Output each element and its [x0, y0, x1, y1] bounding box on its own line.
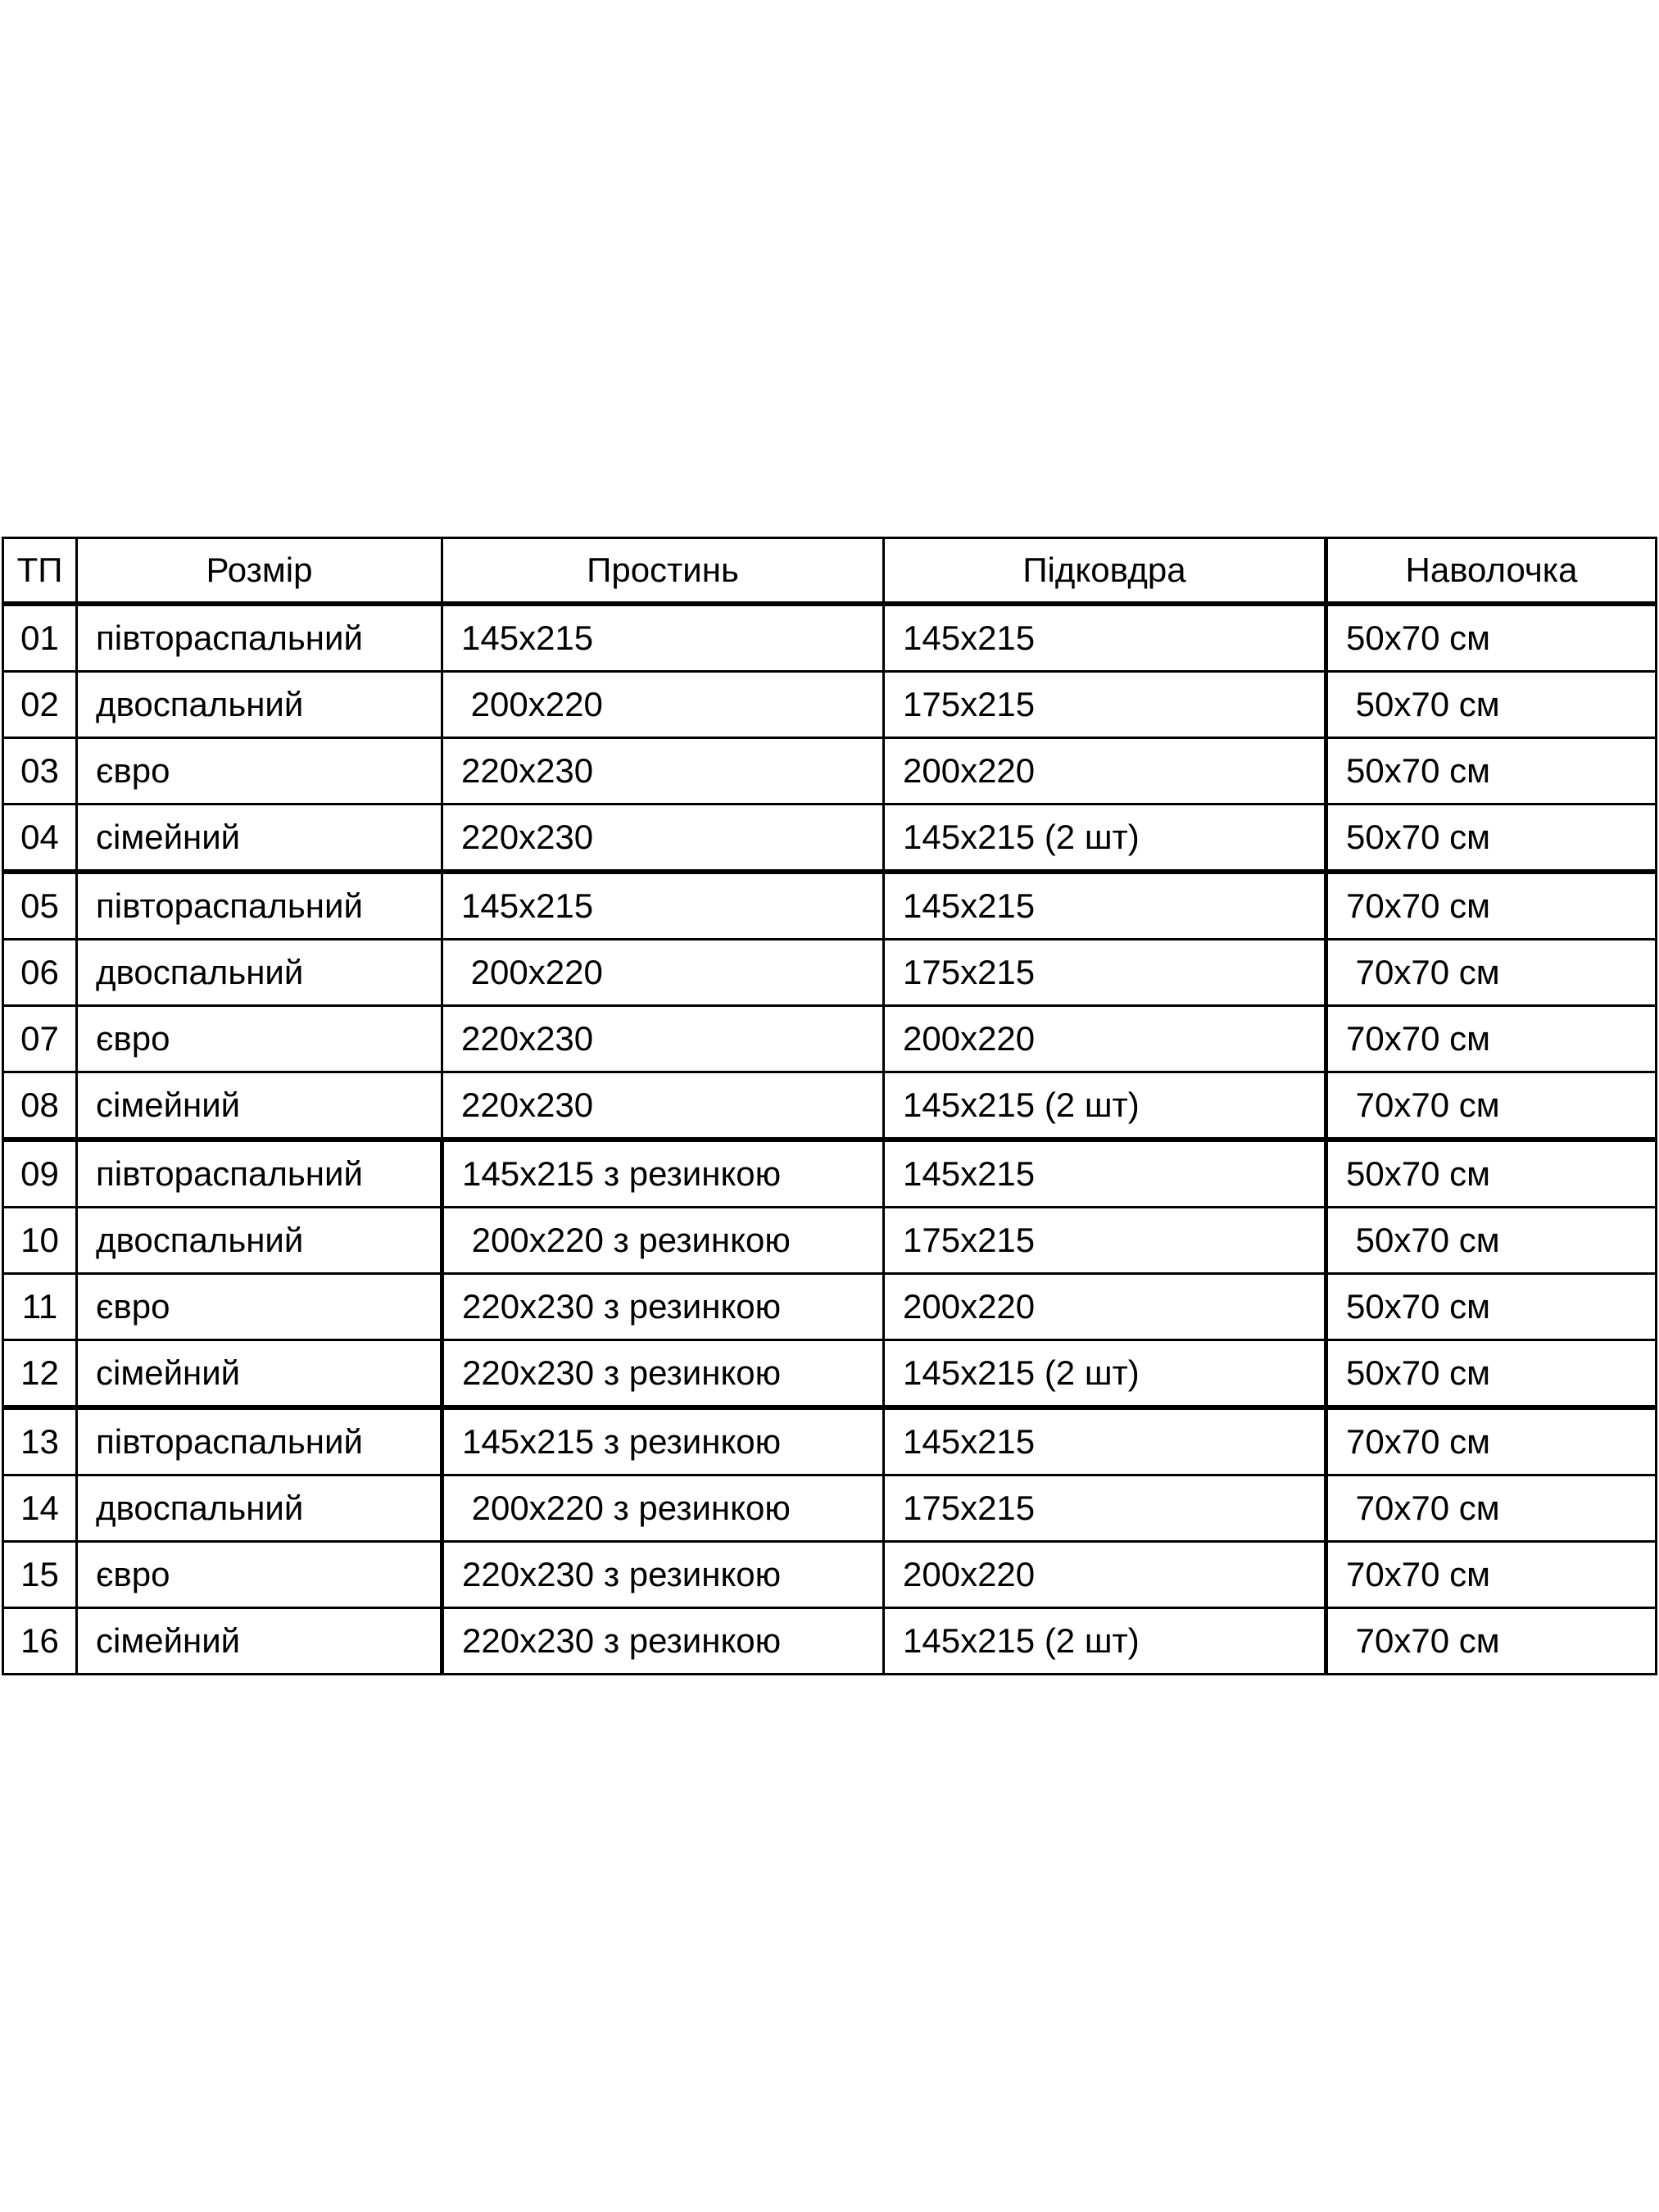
- cell-tp: 08: [3, 1072, 77, 1140]
- cell-sheet: 220х230 з резинкою: [442, 1608, 884, 1675]
- cell-pillowcase: 50х70 см: [1326, 604, 1657, 672]
- cell-tp: 10: [3, 1208, 77, 1274]
- cell-tp: 12: [3, 1340, 77, 1408]
- cell-tp: 06: [3, 940, 77, 1006]
- cell-pillowcase: 70х70 см: [1326, 872, 1657, 940]
- cell-size-name: євро: [77, 1006, 442, 1072]
- table-row-05: [3, 872, 1657, 940]
- table-row-13: [3, 1407, 1657, 1475]
- table-row-14: [3, 1475, 1657, 1542]
- cell-size-name: двоспальний: [77, 1475, 442, 1542]
- cell-duvet-cover: 175х215: [884, 1475, 1326, 1542]
- cell-duvet-cover: 200х220: [884, 1006, 1326, 1072]
- cell-pillowcase: 50х70 см: [1326, 738, 1657, 805]
- cell-size-name: євро: [77, 738, 442, 805]
- cell-sheet: 145х215 з резинкою: [442, 1407, 884, 1475]
- cell-sheet: 200х220: [442, 672, 884, 738]
- header-row: [3, 538, 1657, 605]
- cell-pillowcase: 70х70 см: [1326, 1072, 1657, 1140]
- cell-pillowcase: 70х70 см: [1326, 1407, 1657, 1475]
- cell-sheet: 200х220 з резинкою: [442, 1475, 884, 1542]
- cell-size-name: євро: [77, 1274, 442, 1340]
- cell-pillowcase: 50х70 см: [1326, 672, 1657, 738]
- table-row-08: [3, 1072, 1657, 1140]
- cell-tp: 04: [3, 805, 77, 873]
- cell-pillowcase: 50х70 см: [1326, 805, 1657, 873]
- table-row-07: [3, 1006, 1657, 1072]
- table-body: [3, 604, 1657, 1675]
- table-row-11: [3, 1274, 1657, 1340]
- table-row-09: [3, 1140, 1657, 1208]
- table-row-06: [3, 940, 1657, 1006]
- cell-pillowcase: 50х70 см: [1326, 1274, 1657, 1340]
- cell-pillowcase: 70х70 см: [1326, 1542, 1657, 1608]
- cell-sheet: 220х230 з резинкою: [442, 1340, 884, 1408]
- cell-duvet-cover: 145х215: [884, 604, 1326, 672]
- cell-tp: 05: [3, 872, 77, 940]
- cell-tp: 15: [3, 1542, 77, 1608]
- cell-size-name: півтораспальний: [77, 1407, 442, 1475]
- table-row-15: [3, 1542, 1657, 1608]
- cell-pillowcase: 70х70 см: [1326, 1608, 1657, 1675]
- cell-sheet: 200х220 з резинкою: [442, 1208, 884, 1274]
- cell-sheet: 145х215: [442, 604, 884, 672]
- cell-size-name: двоспальний: [77, 672, 442, 738]
- table-row-16: [3, 1608, 1657, 1675]
- cell-tp: 02: [3, 672, 77, 738]
- cell-size-name: сімейний: [77, 1072, 442, 1140]
- cell-size-name: двоспальний: [77, 1208, 442, 1274]
- table-row-10: [3, 1208, 1657, 1274]
- cell-tp: 13: [3, 1407, 77, 1475]
- cell-duvet-cover: 200х220: [884, 738, 1326, 805]
- cell-size-name: півтораспальний: [77, 872, 442, 940]
- cell-sheet: 220х230: [442, 1006, 884, 1072]
- cell-tp: 03: [3, 738, 77, 805]
- table-row-03: [3, 738, 1657, 805]
- cell-duvet-cover: 175х215: [884, 672, 1326, 738]
- cell-sheet: 220х230: [442, 805, 884, 873]
- cell-tp: 16: [3, 1608, 77, 1675]
- column-header-sheet: Простинь: [442, 538, 884, 605]
- table-header: [3, 538, 1657, 605]
- cell-sheet: 145х215 з резинкою: [442, 1140, 884, 1208]
- cell-tp: 09: [3, 1140, 77, 1208]
- cell-duvet-cover: 145х215 (2 шт): [884, 1340, 1326, 1408]
- cell-duvet-cover: 175х215: [884, 1208, 1326, 1274]
- column-header-size-name: Розмір: [77, 538, 442, 605]
- cell-duvet-cover: 145х215 (2 шт): [884, 1608, 1326, 1675]
- cell-duvet-cover: 145х215 (2 шт): [884, 805, 1326, 873]
- cell-sheet: 220х230 з резинкою: [442, 1274, 884, 1340]
- cell-pillowcase: 70х70 см: [1326, 1475, 1657, 1542]
- cell-size-name: сімейний: [77, 805, 442, 873]
- bedding-sizes-table: [2, 537, 1657, 1675]
- cell-size-name: двоспальний: [77, 940, 442, 1006]
- cell-tp: 01: [3, 604, 77, 672]
- cell-pillowcase: 50х70 см: [1326, 1140, 1657, 1208]
- cell-duvet-cover: 145х215: [884, 1407, 1326, 1475]
- cell-duvet-cover: 175х215: [884, 940, 1326, 1006]
- table-row-02: [3, 672, 1657, 738]
- cell-tp: 11: [3, 1274, 77, 1340]
- cell-tp: 07: [3, 1006, 77, 1072]
- cell-pillowcase: 70х70 см: [1326, 1006, 1657, 1072]
- cell-sheet: 220х230 з резинкою: [442, 1542, 884, 1608]
- column-header-duvet-cover: Підковдра: [884, 538, 1326, 605]
- cell-sheet: 220х230: [442, 738, 884, 805]
- table-row-01: [3, 604, 1657, 672]
- cell-duvet-cover: 200х220: [884, 1542, 1326, 1608]
- cell-size-name: півтораспальний: [77, 1140, 442, 1208]
- cell-sheet: 200х220: [442, 940, 884, 1006]
- table-row-04: [3, 805, 1657, 873]
- cell-pillowcase: 70х70 см: [1326, 940, 1657, 1006]
- table-row-12: [3, 1340, 1657, 1408]
- cell-pillowcase: 50х70 см: [1326, 1208, 1657, 1274]
- cell-sheet: 220х230: [442, 1072, 884, 1140]
- cell-duvet-cover: 200х220: [884, 1274, 1326, 1340]
- cell-duvet-cover: 145х215: [884, 872, 1326, 940]
- cell-size-name: півтораспальний: [77, 604, 442, 672]
- cell-duvet-cover: 145х215: [884, 1140, 1326, 1208]
- cell-size-name: сімейний: [77, 1340, 442, 1408]
- cell-sheet: 145х215: [442, 872, 884, 940]
- column-header-pillowcase: Наволочка: [1326, 538, 1657, 605]
- cell-size-name: євро: [77, 1542, 442, 1608]
- cell-pillowcase: 50х70 см: [1326, 1340, 1657, 1408]
- cell-size-name: сімейний: [77, 1608, 442, 1675]
- cell-tp: 14: [3, 1475, 77, 1542]
- column-header-tp: ТП: [3, 538, 77, 605]
- cell-duvet-cover: 145х215 (2 шт): [884, 1072, 1326, 1140]
